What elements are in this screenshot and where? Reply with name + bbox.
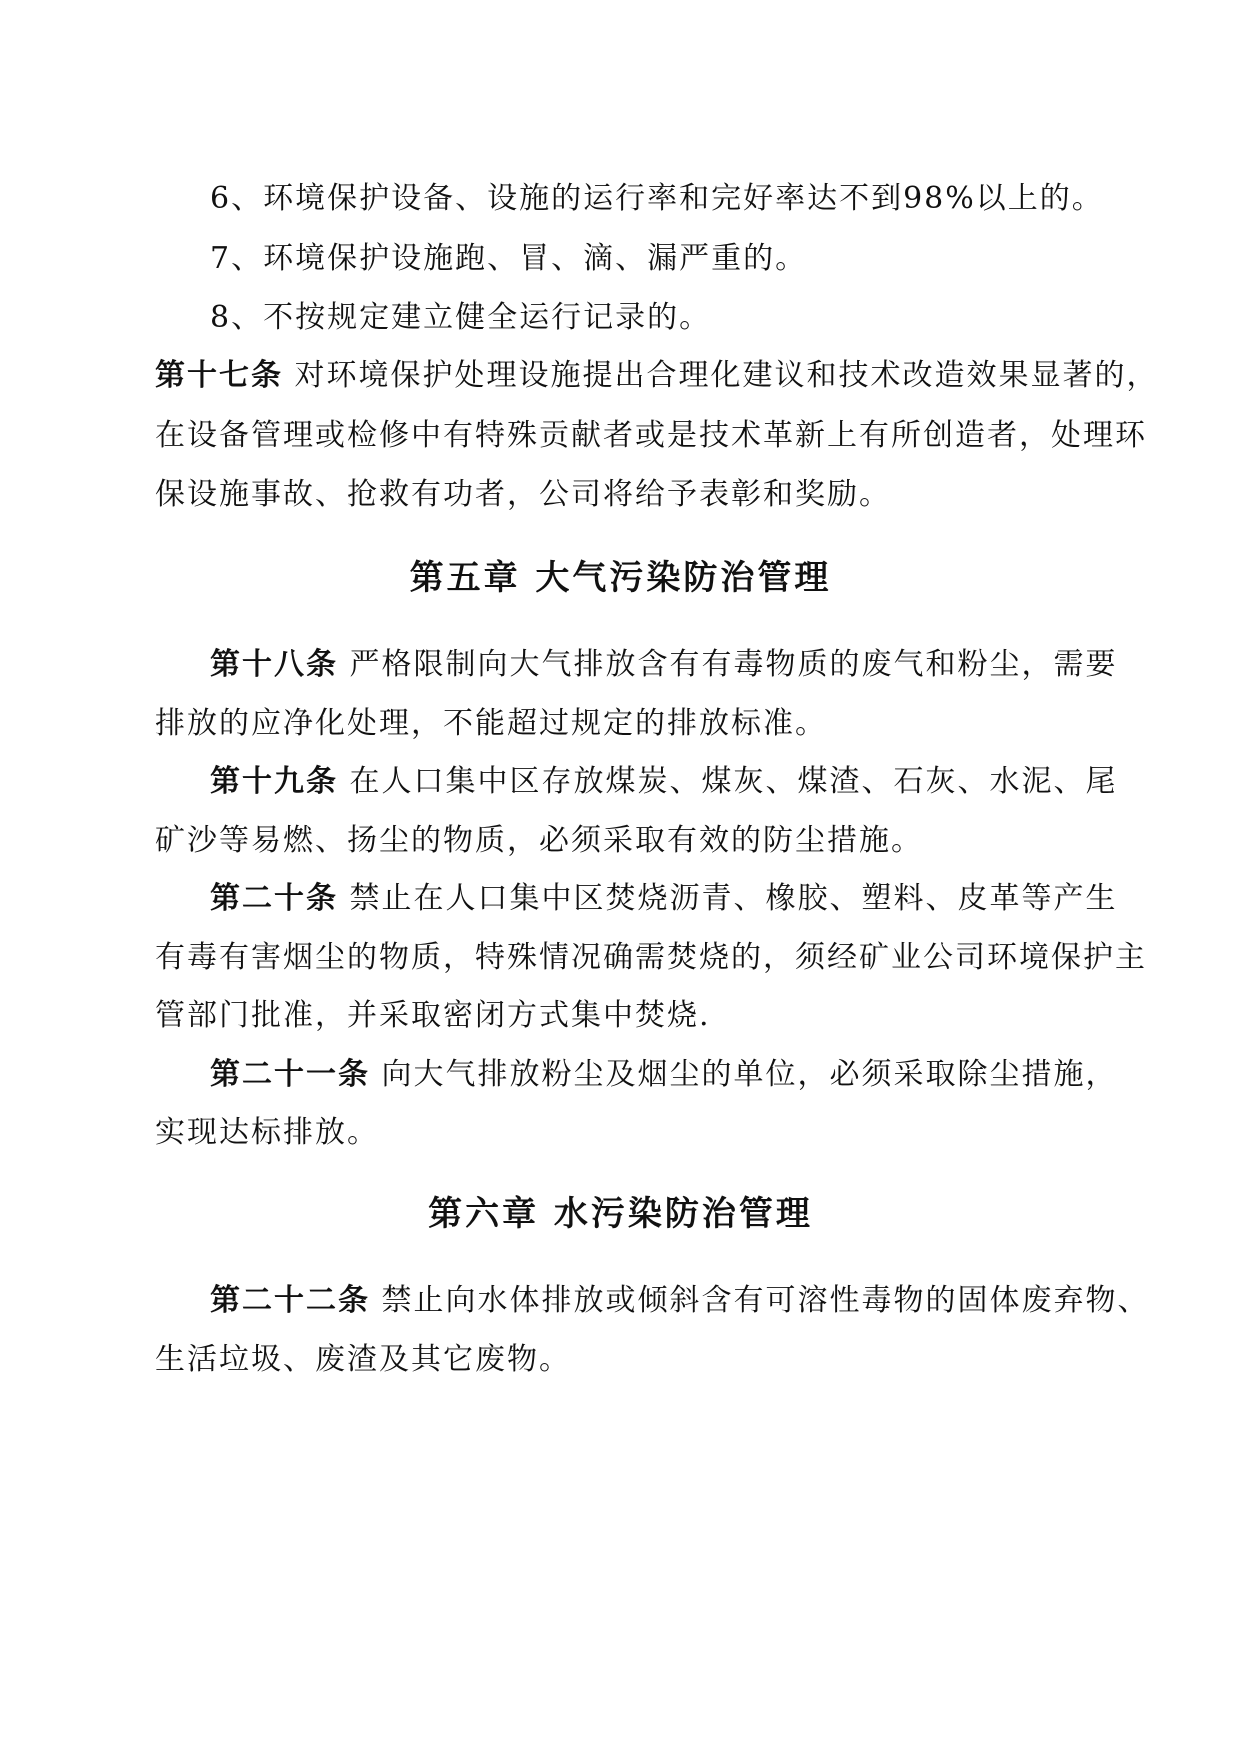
item-8: 8、不按规定建立健全运行记录的。	[210, 300, 712, 335]
article-19-line-1	[210, 762, 1118, 802]
article-22-line-2: 生活垃圾、废渣及其它废物。	[155, 1342, 571, 1377]
article-17-label: 第十七条	[155, 358, 283, 393]
article-19-line-2: 矿沙等易燃、扬尘的物质，必须采取有效的防尘措施。	[155, 823, 923, 858]
article-18-text: 严格限制向大气排放含有有毒物质的废气和粉尘，需要	[349, 647, 1118, 682]
article-22-line-1	[210, 1281, 1150, 1321]
article-20-line-3: 管部门批准，并采取密闭方式集中焚烧.	[155, 998, 711, 1033]
article-21-line-1	[210, 1055, 1118, 1095]
article-22-text: 禁止向水体排放或倾斜含有可溶性毒物的固体废弃物、	[381, 1283, 1150, 1318]
article-20-text: 禁止在人口集中区焚烧沥青、橡胶、塑料、皮革等产生	[349, 881, 1118, 916]
article-17-line-3: 保设施事故、抢救有功者，公司将给予表彰和奖励。	[155, 477, 891, 512]
article-18-line-2: 排放的应净化处理，不能超过规定的排放标准。	[155, 706, 827, 741]
article-21-text: 向大气排放粉尘及烟尘的单位，必须采取除尘措施，	[381, 1057, 1118, 1092]
article-22-label: 第二十二条	[210, 1283, 370, 1318]
article-17-line-2: 在设备管理或检修中有特殊贡献者或是技术革新上有所创造者，处理环	[155, 418, 1147, 453]
article-21-label: 第二十一条	[210, 1057, 370, 1092]
article-19-label: 第十九条	[210, 764, 338, 799]
item-7: 7、环境保护设施跑、冒、滴、漏严重的。	[210, 241, 808, 276]
article-17-text: 对环境保护处理设施提出合理化建议和技术改造效果显著的，	[294, 358, 1159, 393]
article-20-line-1	[210, 879, 1118, 919]
chapter-5-heading: 第五章 大气污染防治管理	[409, 558, 832, 598]
article-18-line-1	[210, 645, 1118, 685]
article-20-label: 第二十条	[210, 881, 338, 916]
chapter-6-heading: 第六章 水污染防治管理	[428, 1194, 813, 1234]
article-19-text: 在人口集中区存放煤炭、煤灰、煤渣、石灰、水泥、尾	[349, 764, 1118, 799]
item-6: 6、环境保护设备、设施的运行率和完好率达不到98%以上的。	[210, 181, 1104, 216]
article-17-line-1	[155, 356, 1159, 396]
article-21-line-2: 实现达标排放。	[155, 1115, 379, 1150]
article-20-line-2: 有毒有害烟尘的物质，特殊情况确需焚烧的，须经矿业公司环境保护主	[155, 940, 1147, 975]
article-18-label: 第十八条	[210, 647, 338, 682]
